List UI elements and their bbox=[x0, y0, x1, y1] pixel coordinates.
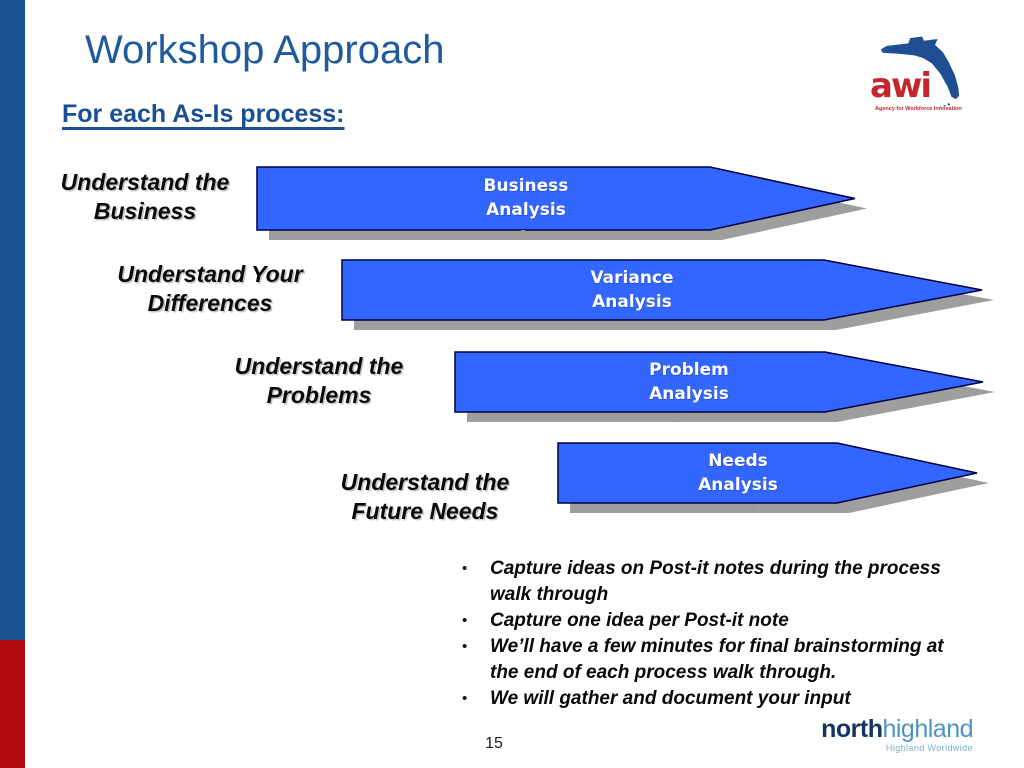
accent-bar-red bbox=[0, 640, 25, 768]
arrow-label-needs-analysis: Needs Analysis bbox=[698, 451, 778, 495]
bullet-list bbox=[462, 556, 1002, 712]
process-label-future-needs: Understand the Future Needs bbox=[340, 469, 510, 524]
connector-shadow-tick bbox=[572, 322, 576, 330]
bullet-item: • We’ll have a few minutes for final brainstorming at the end of each process walk through. bbox=[462, 634, 1002, 686]
bullet-item: • Capture ideas on Post-it notes during the process walk through bbox=[462, 556, 1002, 608]
northhighland-logo-tagline: Highland Worldwide bbox=[885, 743, 973, 753]
slide-title: Workshop Approach bbox=[85, 28, 445, 72]
connector-shadow-tick bbox=[676, 414, 680, 422]
process-label-business: Understand the Business bbox=[60, 169, 230, 224]
page-number: 15 bbox=[485, 735, 503, 752]
bullet-icon: • bbox=[462, 638, 468, 655]
arrow-label-variance-analysis: Variance Analysis bbox=[590, 268, 674, 312]
arrow-label-problem-analysis: Problem Analysis bbox=[649, 360, 729, 404]
northhighland-logo-north: north bbox=[821, 715, 883, 743]
northhighland-logo-highland: highland bbox=[882, 715, 973, 743]
bullet-icon: • bbox=[462, 612, 468, 629]
awi-logo-word: awi bbox=[870, 66, 931, 106]
bullet-icon: • bbox=[462, 690, 468, 707]
bullet-item: • We will gather and document your input bbox=[462, 686, 1002, 712]
awi-logo bbox=[868, 26, 978, 118]
bullet-icon: • bbox=[462, 560, 468, 577]
arrow-label-business-analysis: Business Analysis bbox=[483, 176, 569, 220]
connector-shadow-tick bbox=[752, 505, 756, 513]
process-label-problems: Understand the Problems bbox=[234, 353, 404, 408]
accent-bar-blue bbox=[0, 0, 25, 640]
northhighland-logo bbox=[813, 716, 973, 753]
process-label-differences: Understand Your Differences bbox=[117, 261, 303, 316]
bullet-item: • Capture one idea per Post-it note bbox=[462, 608, 1002, 634]
awi-logo-tagline: Agency for Workforce Innovation bbox=[875, 106, 962, 112]
connector-shadow-tick bbox=[521, 230, 525, 238]
slide-subtitle: For each As-Is process: bbox=[62, 100, 345, 128]
